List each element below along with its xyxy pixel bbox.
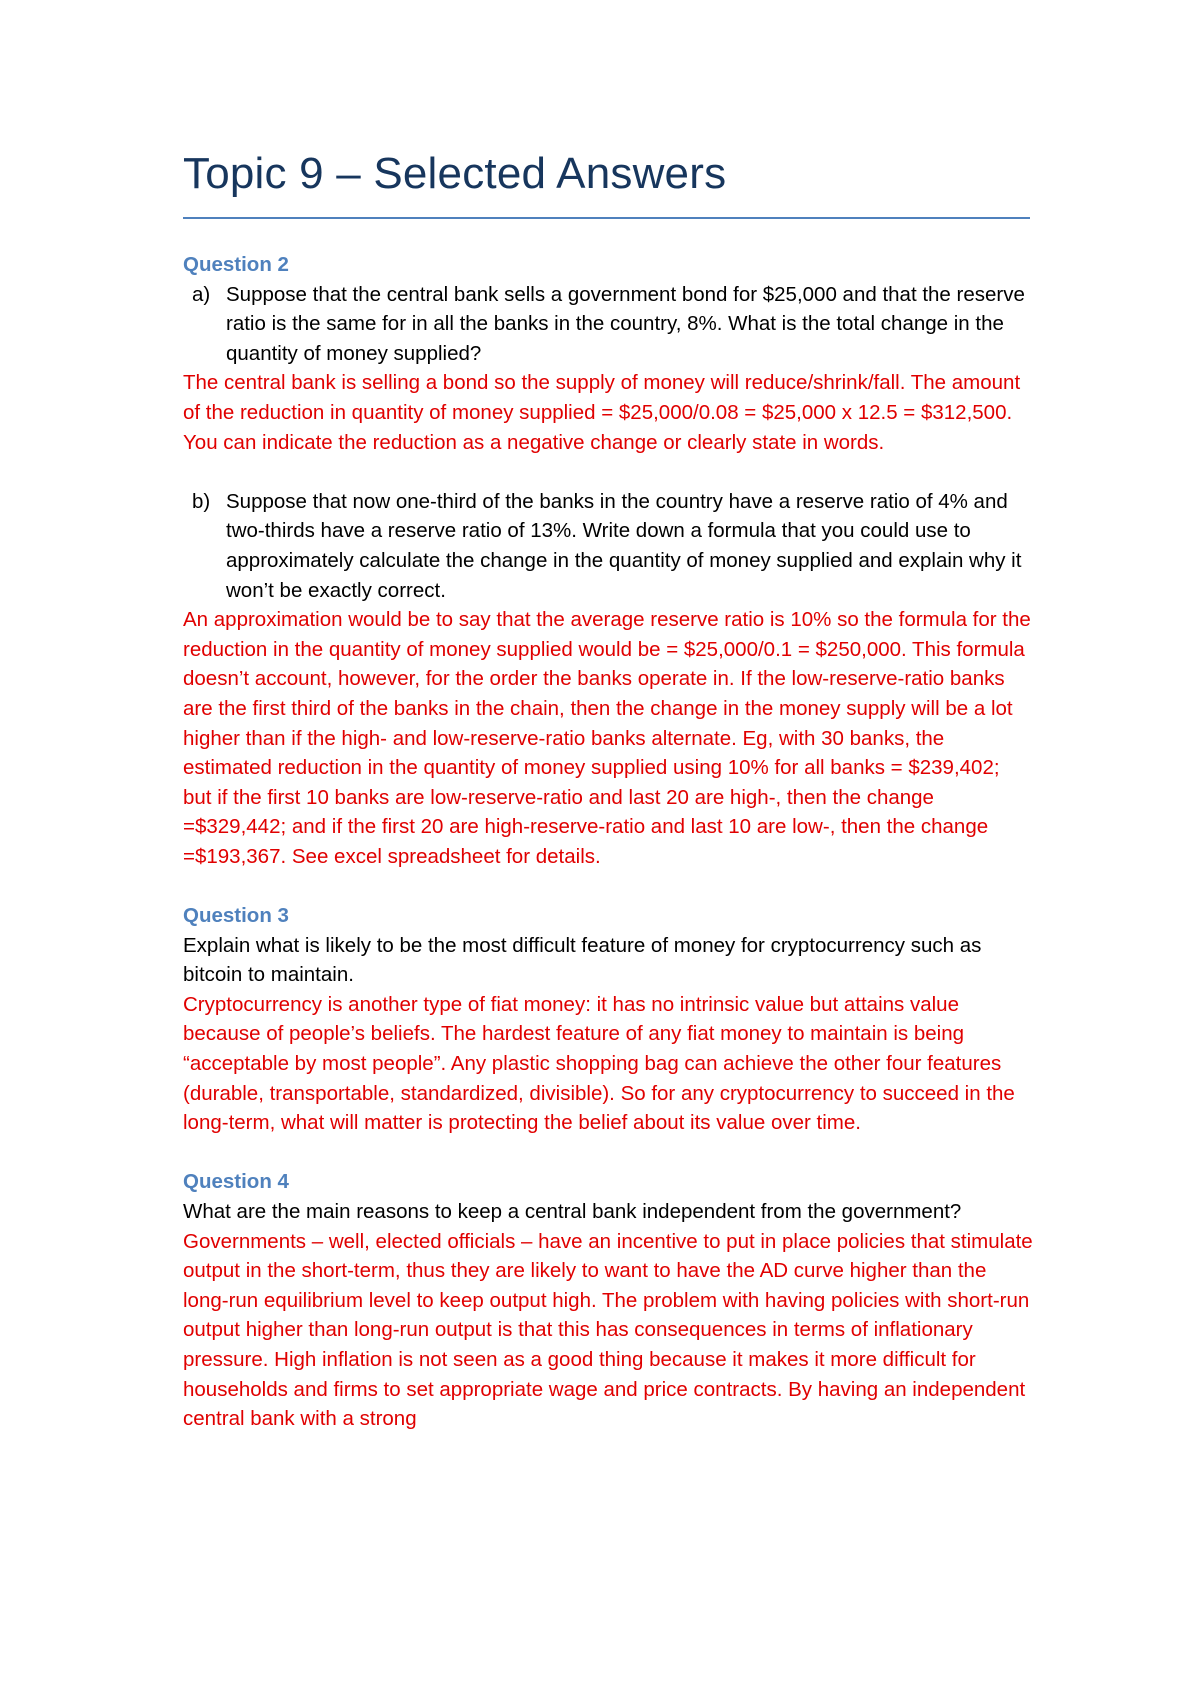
question-2b-text: Suppose that now one-third of the banks in the country have a reserve ratio of 4% and two-thirds have a reserve ratio of 13%. Write down a formula that you could use to approximately calculate the change in the quantity of money supplied and explain why it won’t be exactly correct. xyxy=(226,489,1022,602)
answer-3: Cryptocurrency is another type of fiat money: it has no intrinsic value but attains value because of people’s beliefs. The hardest feature of any fiat money to maintain is being “acceptable by most people”. Any plastic shopping bag can achieve the other four features (durable, transportable, standardized, divisible). So for any cryptocurrency to succeed in the long-term, what will matter is protecting the belief about its value over time. xyxy=(183,992,1015,1135)
question-2a-text: Suppose that the central bank sells a government bond for $25,000 and that the reserve ratio is the same for in all the banks in the country, 8%. What is the total change in the quantity of money supplied? xyxy=(226,282,1025,365)
document-body xyxy=(183,250,1033,1434)
question-3-text: Explain what is likely to be the most difficult feature of money for cryptocurrency such as bitcoin to maintain. xyxy=(183,933,982,987)
question-4-text: What are the main reasons to keep a central bank independent from the government? xyxy=(183,1200,962,1223)
title-underline xyxy=(183,217,1030,219)
question-2a-item xyxy=(183,280,1033,369)
answer-4: Governments – well, elected officials – have an incentive to put in place policies that stimulate output in the short-term, thus they are likely to want to have the AD curve higher than the long-run equilibrium level to keep output high. The problem with having policies with short-run output higher than long-run output is that this has consequences in terms of inflationary pressure. High inflation is not seen as a good thing because it makes it more difficult for households and firms to set appropriate wage and price contracts. By having an independent central bank with a strong xyxy=(183,1229,1033,1431)
question-3-heading: Question 3 xyxy=(183,904,289,928)
spacer xyxy=(183,871,1033,901)
spacer xyxy=(183,457,1033,487)
list-marker-a: a) xyxy=(192,282,211,306)
spacer xyxy=(183,1138,1033,1168)
question-2-heading: Question 2 xyxy=(183,253,289,276)
answer-2b: An approximation would be to say that the average reserve ratio is 10% so the formula for the reduction in the quantity of money supplied would be = $25,000/0.1 = $250,000. This formula doesn’t account, however, for the order the banks operate in. If the low-reserve-ratio banks are the first third of the banks in the chain, then the change in the money supply will be a lot higher than if the high- and low-reserve-ratio banks alternate. Eg, with 30 banks, the estimated reduction in the quantity of money supplied using 10% for all banks = $239,402; but if the first 10 banks are low-reserve-ratio and last 20 are high-, then the change =$329,442; and if the first 20 are high-reserve-ratio and last 10 are low-, then the change =$193,367. See excel spreadsheet for details. xyxy=(183,608,1031,868)
question-2b-item xyxy=(183,487,1033,605)
list-marker-b: b) xyxy=(192,489,211,513)
question-4-heading: Question 4 xyxy=(183,1170,289,1194)
answer-2a: The central bank is selling a bond so the supply of money will reduce/shrink/fall. The amount of the reduction in quantity of money supplied = $25,000/0.08 = $25,000 x 12.5 = $312,500. You can indicate the reduction as a negative change or clearly state in words. xyxy=(183,371,1021,454)
page-title: Topic 9 – Selected Answers xyxy=(183,149,727,198)
